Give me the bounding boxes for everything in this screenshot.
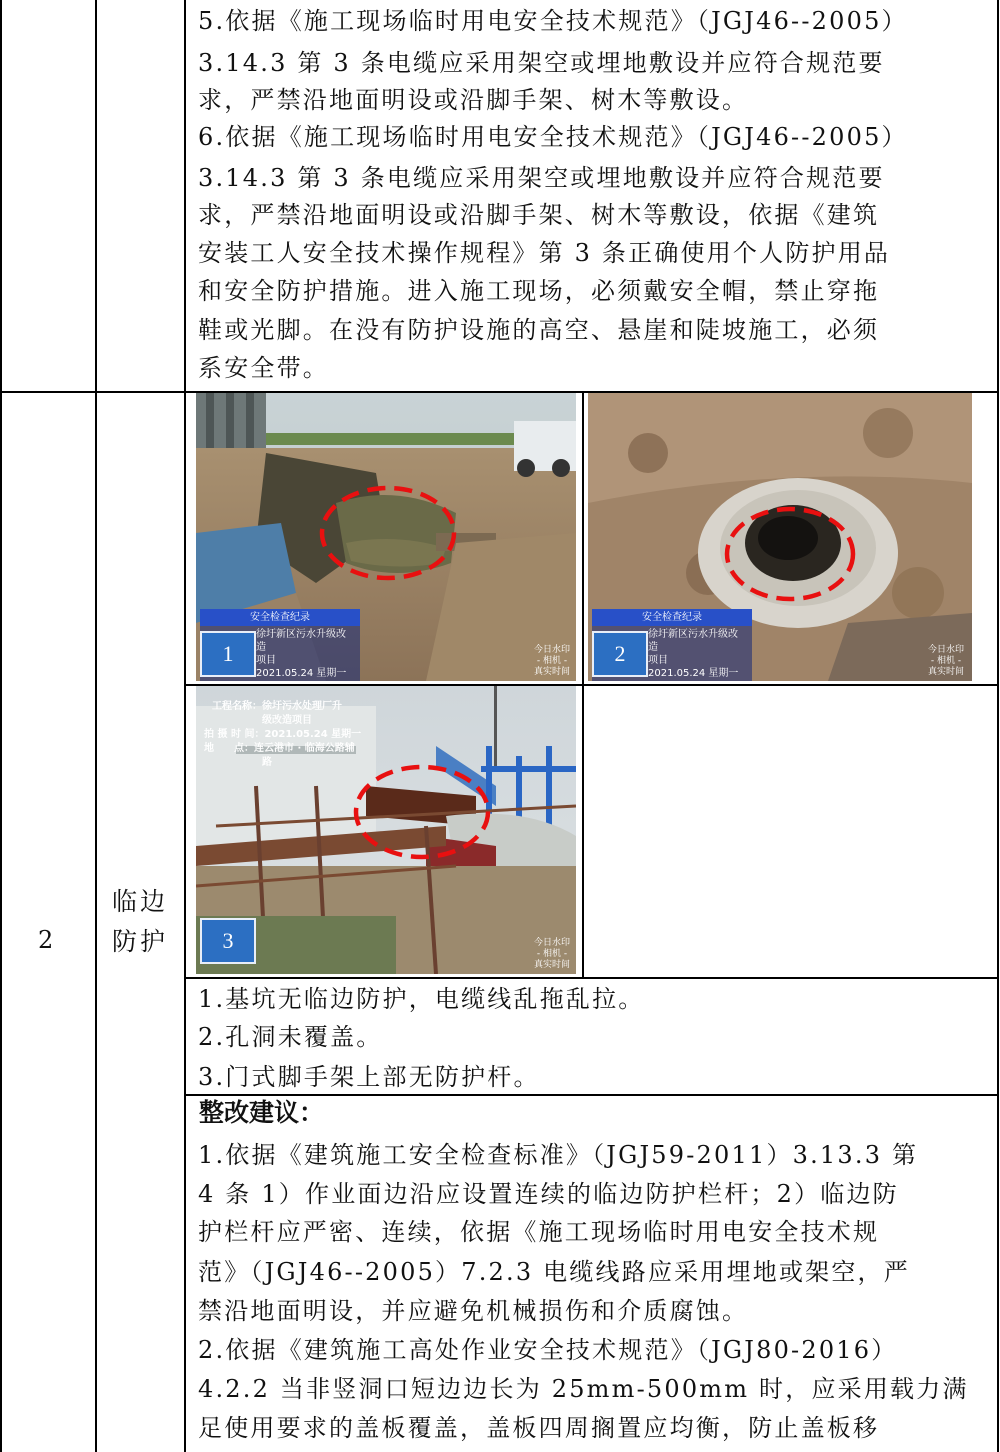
category-label-line1: 临边 — [112, 887, 169, 916]
watermark-logo: 今日水印 - 相机 - 真实时间 — [534, 645, 571, 677]
photo-number-tag: 3 — [200, 918, 256, 964]
watermark-title: 安全检查纪录 — [200, 609, 360, 626]
paragraph-line: 3.14.3 第 3 条电缆应采用架空或埋地敷设并应符合规范要 — [198, 49, 885, 77]
paragraph-line: 范》（JGJ46--2005）7.2.3 电缆线路应采用埋地或架空，严 — [198, 1258, 910, 1286]
photo-number-tag: 1 — [200, 631, 256, 677]
paragraph-line: 3.14.3 第 3 条电缆应采用架空或埋地敷设并应符合规范要 — [198, 164, 885, 192]
issue-item: 2.孔洞未覆盖。 — [198, 1023, 383, 1051]
table-border-right — [997, 0, 999, 1452]
issues-bottom-divider — [184, 1094, 999, 1096]
watermark-info: 工程名称：徐圩污水处理厂升 级改造项目 拍 摄 时 间：2021.05.24 星期一 地 点：连云港市 · 临海公路辅 路 — [204, 701, 362, 768]
paragraph-line: 求，严禁沿地面明设或沿脚手架、树木等敷设。 — [198, 86, 749, 114]
paragraph-line: 护栏杆应严密、连续，依据《施工现场临时用电安全技术规 — [198, 1218, 880, 1246]
issue-item: 3.门式脚手架上部无防护杆。 — [198, 1063, 540, 1091]
watermark-project: 项目 — [256, 655, 276, 666]
paragraph-line: 系安全带。 — [198, 354, 329, 382]
watermark-project: 徐圩新区污水升级改造 — [648, 629, 738, 653]
paragraph-line: 4.2.2 当非竖洞口短边边长为 25mm-500mm 时，应采用载力满 — [198, 1375, 969, 1403]
category-label-line2: 防护 — [112, 927, 169, 956]
watermark-date: 2021.05.24 星期一 — [256, 668, 347, 679]
paragraph-line: 4 条 1）作业面边沿应设置连续的临边防护栏杆；2）临边防 — [198, 1180, 899, 1208]
paragraph-line: 鞋或光脚。在没有防护设施的高空、悬崖和陡坡施工，必须 — [198, 316, 880, 344]
paragraph-line: 1.依据《建筑施工安全检查标准》（JGJ59-2011）3.13.3 第 — [198, 1141, 919, 1169]
watermark-logo: 今日水印 - 相机 - 真实时间 — [534, 938, 571, 970]
issue-item: 1.基坑无临边防护，电缆线乱拖乱拉。 — [198, 985, 645, 1013]
paragraph-line: 求，严禁沿地面明设或沿脚手架、树木等敷设，依据《建筑 — [198, 201, 880, 229]
watermark-project: 徐圩新区污水升级改造 — [256, 629, 346, 653]
watermark-title: 安全检查纪录 — [592, 609, 752, 626]
paragraph-line: 足使用要求的盖板覆盖，盖板四周搁置应均衡，防止盖板移 — [198, 1414, 880, 1442]
photo-uncovered-hole — [588, 393, 972, 681]
paragraph-line: 禁沿地面明设，并应避免机械损伤和介质腐蚀。 — [198, 1297, 749, 1325]
photo-number-tag: 2 — [592, 631, 648, 677]
paragraph-line: 5.依据《施工现场临时用电安全技术规范》（JGJ46--2005） — [198, 7, 908, 35]
photo-excavation-pit — [196, 393, 576, 681]
paragraph-line: 6.依据《施工现场临时用电安全技术规范》（JGJ46--2005） — [198, 123, 908, 151]
watermark-date: 2021.05.24 星期一 — [648, 668, 739, 679]
paragraph-line: 2.依据《建筑施工高处作业安全技术规范》（JGJ80-2016） — [198, 1336, 898, 1364]
table-border-col1 — [95, 0, 97, 1452]
photo-scaffold — [196, 686, 576, 974]
table-border-col2 — [184, 0, 186, 1452]
watermark-project: 项目 — [648, 655, 668, 666]
watermark-logo: 今日水印 - 相机 - 真实时间 — [928, 645, 965, 677]
row-number: 2 — [38, 926, 54, 954]
photos-bottom-divider — [184, 977, 999, 979]
table-border-left — [0, 0, 2, 1452]
paragraph-line: 安装工人安全技术操作规程》第 3 条正确使用个人防护用品 — [198, 239, 891, 267]
paragraph-line: 和安全防护措施。进入施工现场，必须戴安全帽，禁止穿拖 — [198, 277, 880, 305]
photo-col-divider — [582, 391, 584, 978]
rectification-heading: 整改建议： — [199, 1098, 325, 1127]
